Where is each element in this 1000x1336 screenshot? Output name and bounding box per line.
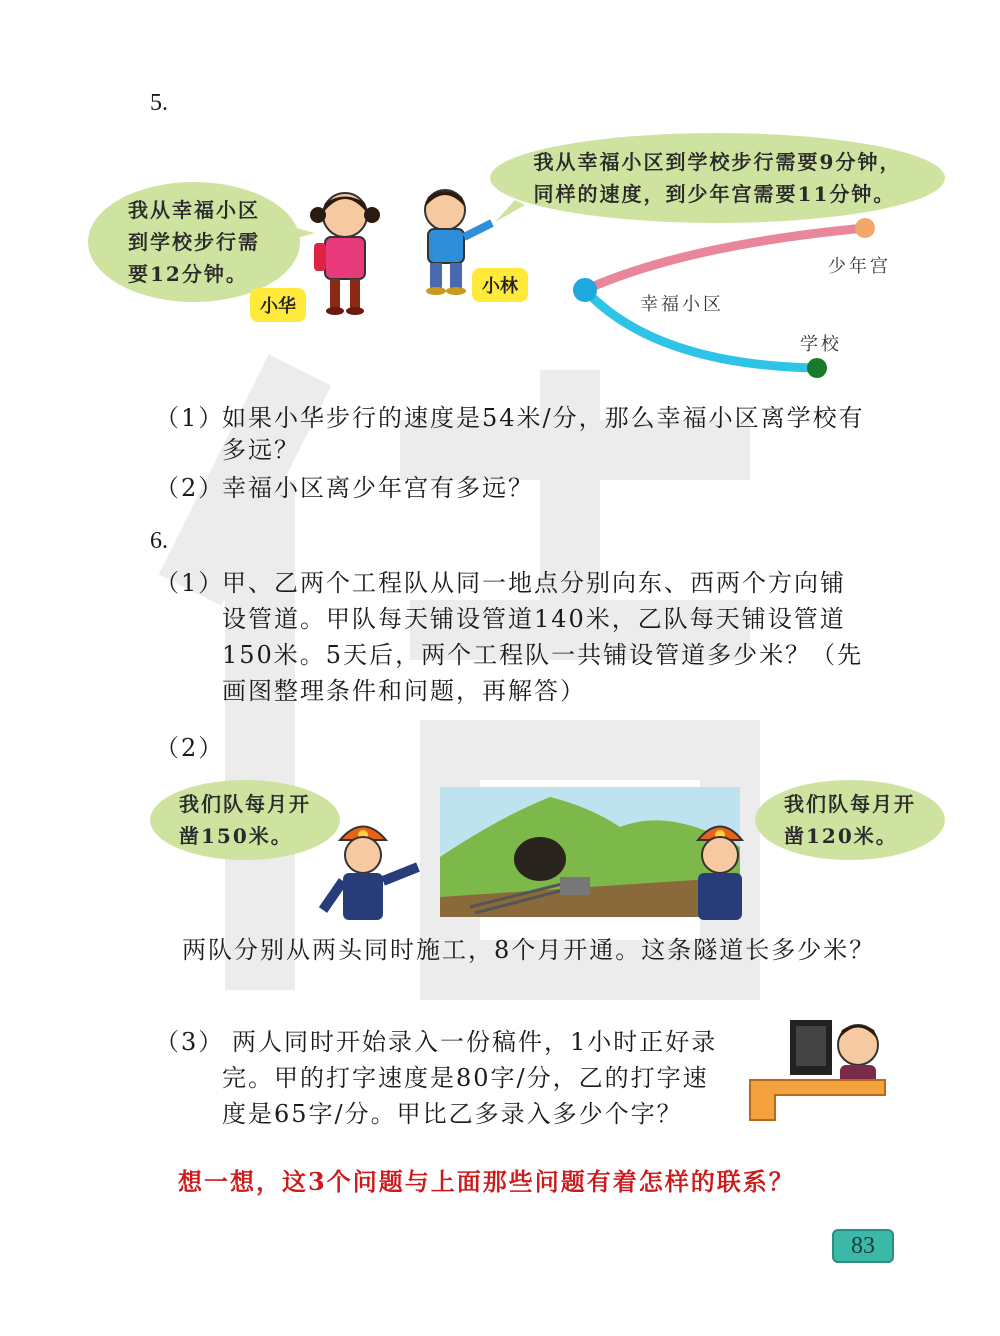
- q5-sub1-line-2: 多远？: [222, 436, 300, 464]
- left-bubble-line-1: 我们队每月开: [179, 792, 311, 816]
- left-bubble-line-2: 凿150米。: [179, 824, 293, 848]
- q6-sub3-line-3: 度是65字/分。甲比乙多录入多少个字？: [222, 1100, 683, 1128]
- palace-marker: [855, 218, 875, 238]
- q6-sub3-label: （3）: [155, 1028, 225, 1056]
- q5-sub1-line-1: 如果小华步行的速度是54米/分，那么幸福小区离学校有: [222, 404, 865, 432]
- question-6-number: 6.: [150, 528, 168, 554]
- route-map: [565, 215, 885, 385]
- map-label-palace: 少年宫: [828, 256, 891, 277]
- xiaohua-speech-bubble: [88, 182, 300, 302]
- q5-sub1-label: （1）: [155, 404, 225, 432]
- xiaohua-bubble-line-3: 要12分钟。: [128, 262, 248, 286]
- route-to-palace: [585, 228, 865, 290]
- map-label-home: 幸福小区: [640, 294, 724, 315]
- typist-at-computer-illustration: [740, 1010, 890, 1125]
- xiaolin-bubble-line-2: 同样的速度，到少年宫需要11分钟。: [533, 182, 896, 206]
- school-marker: [807, 358, 827, 378]
- right-bubble-line-2: 凿120米。: [784, 824, 898, 848]
- left-team-speech-bubble: [150, 780, 340, 860]
- home-marker: [573, 278, 597, 302]
- q6-sub1-line-3: 150米。5天后，两个工程队一共铺设管道多少米？（先: [222, 641, 864, 669]
- page-number-badge: [832, 1229, 894, 1263]
- q6-sub1-line-4: 画图整理条件和问题，再解答）: [222, 677, 586, 705]
- q6-sub1-line-2: 设管道。甲队每天铺设管道140米，乙队每天铺设管道: [222, 605, 846, 633]
- question-5-number: 5.: [150, 90, 168, 116]
- q6-sub2-label: （2）: [155, 734, 225, 762]
- xiaohua-name-tag: 小华: [250, 288, 306, 322]
- q6-sub1-line-1: 甲、乙两个工程队从同一地点分别向东、西两个方向铺: [222, 569, 846, 597]
- page-number: 83: [851, 1232, 875, 1259]
- q6-sub2-text: 两队分别从两头同时施工，8个月开通。这条隧道长多少米？: [182, 936, 876, 964]
- right-bubble-line-1: 我们队每月开: [784, 792, 916, 816]
- left-worker-illustration: [318, 815, 433, 920]
- xiaohua-bubble-line-2: 到学校步行需: [128, 230, 260, 254]
- right-team-speech-bubble: [755, 780, 945, 860]
- map-label-school: 学校: [800, 334, 842, 355]
- xiaolin-name-tag: 小林: [472, 268, 528, 302]
- xiaohua-bubble-line-1: 我从幸福小区: [128, 198, 260, 222]
- q6-sub1-label: （1）: [155, 569, 225, 597]
- q6-sub3-line-2: 完。甲的打字速度是80字/分，乙的打字速: [222, 1064, 709, 1092]
- q5-sub2-text: 幸福小区离少年宫有多远？: [222, 474, 534, 502]
- xiaohua-girl-illustration: [300, 185, 390, 315]
- right-worker-illustration: [680, 815, 760, 920]
- q6-sub3-line-1: 两人同时开始录入一份稿件，1小时正好录: [232, 1028, 718, 1056]
- think-prompt: 想一想，这3个问题与上面那些问题有着怎样的联系？: [178, 1167, 795, 1196]
- xiaolin-bubble-line-1: 我从幸福小区到学校步行需要9分钟，: [533, 150, 902, 174]
- q5-sub2-label: （2）: [155, 474, 225, 502]
- xiaolin-speech-bubble: [490, 133, 945, 223]
